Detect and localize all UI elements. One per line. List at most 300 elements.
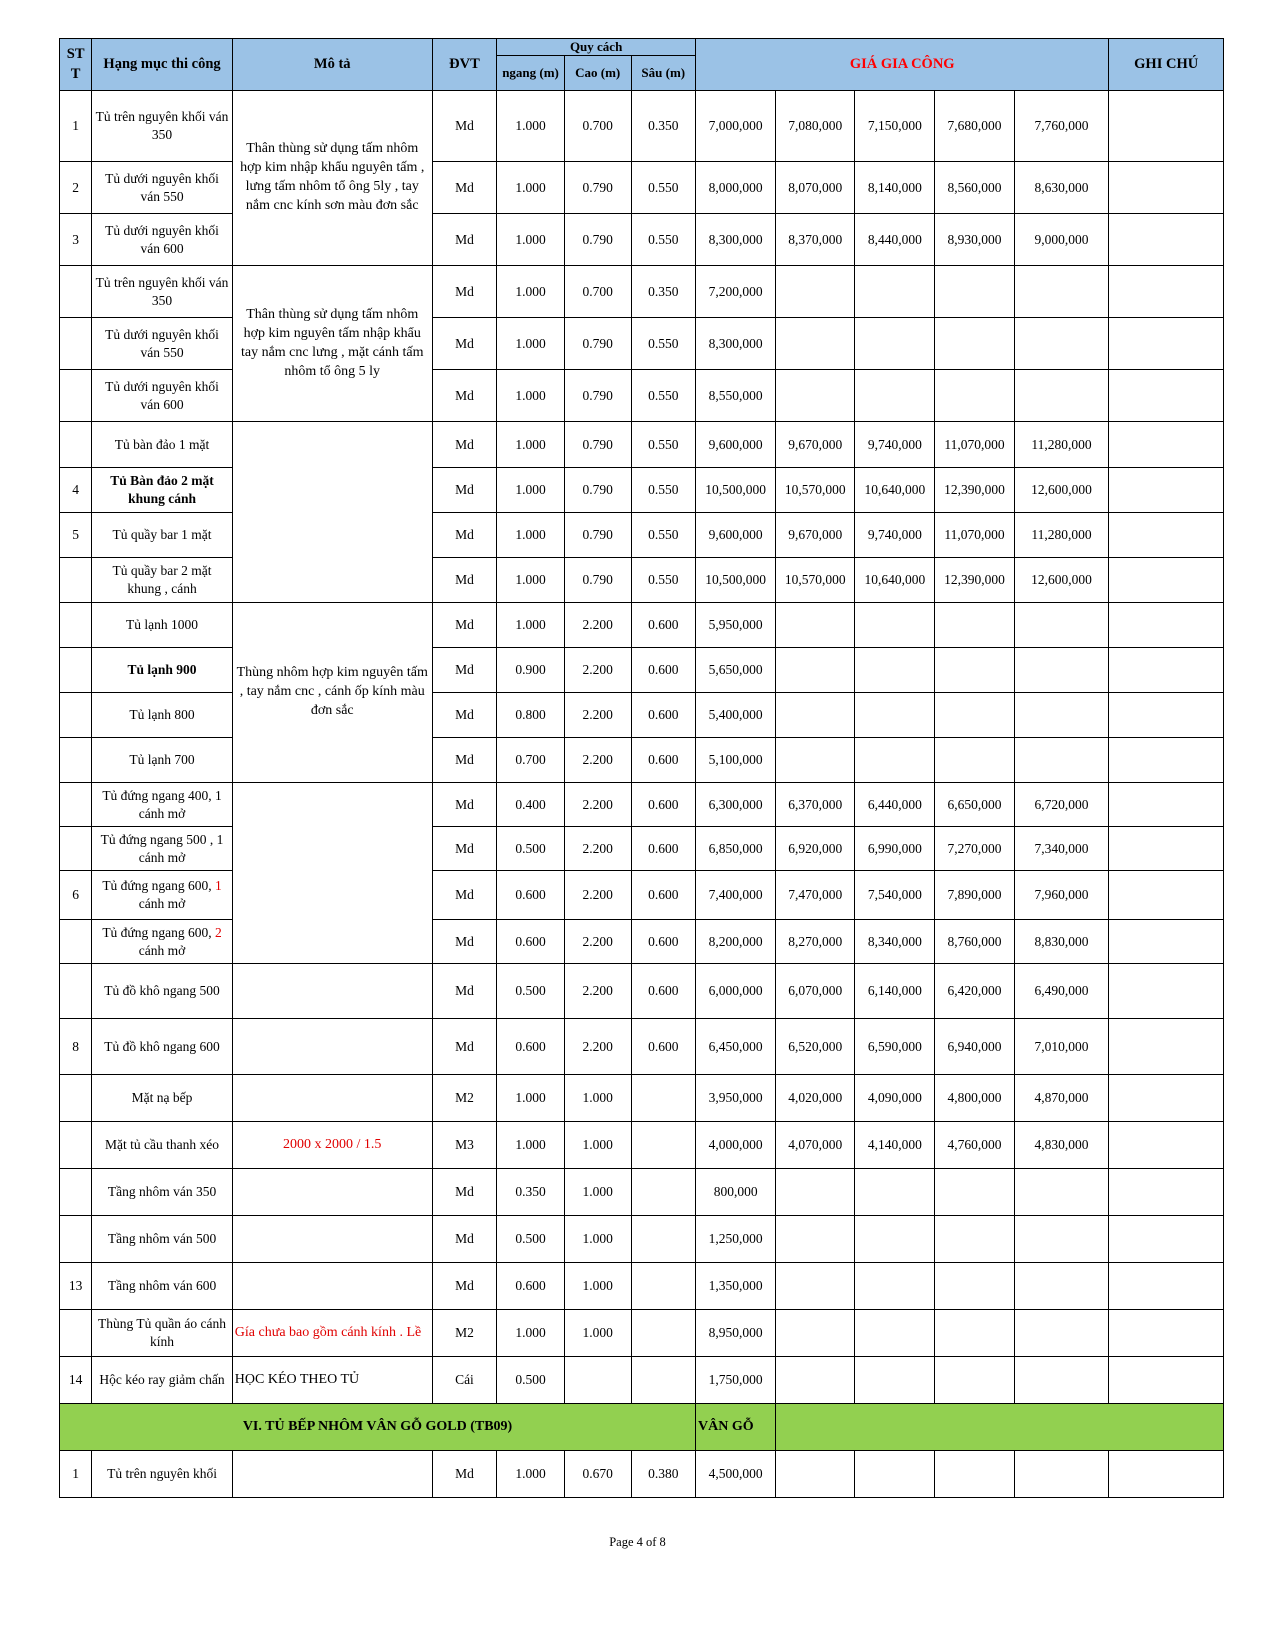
row-item-name: Tủ dưới nguyên khối ván 550 [92, 162, 233, 214]
row-price-1: 8,550,000 [696, 370, 776, 422]
row-item-name: Tủ quầy bar 1 mặt [92, 513, 233, 558]
row-height: 0.670 [564, 1451, 631, 1498]
row-unit: Md [432, 468, 497, 513]
row-price-5 [1014, 693, 1109, 738]
row-price-4 [935, 318, 1014, 370]
header-ghi-chu: GHI CHÚ [1109, 39, 1224, 91]
row-width: 0.500 [497, 1216, 565, 1263]
row-price-3 [855, 266, 935, 318]
row-price-4: 4,800,000 [935, 1075, 1014, 1122]
row-item-name-number: 1 [215, 878, 222, 894]
row-item-name-tail: cánh mở [138, 896, 186, 912]
row-item-name-text: Tủ đứng ngang 600, [102, 924, 212, 940]
row-height: 1.000 [564, 1075, 631, 1122]
row-description [232, 1451, 432, 1498]
row-price-2: 10,570,000 [776, 468, 855, 513]
row-stt [60, 738, 92, 783]
row-unit: M2 [432, 1310, 497, 1357]
row-stt: 2 [60, 162, 92, 214]
row-price-3: 6,140,000 [855, 964, 935, 1019]
row-price-2: 6,070,000 [776, 964, 855, 1019]
row-price-2: 7,080,000 [776, 91, 855, 162]
row-price-1: 9,600,000 [696, 422, 776, 468]
row-price-3: 8,140,000 [855, 162, 935, 214]
row-unit: Md [432, 266, 497, 318]
row-stt [60, 648, 92, 693]
row-price-2 [776, 1451, 855, 1498]
row-price-3 [855, 318, 935, 370]
header-dvt: ĐVT [432, 39, 497, 91]
row-price-4: 4,760,000 [935, 1122, 1014, 1169]
row-price-1: 5,100,000 [696, 738, 776, 783]
row-price-5 [1014, 318, 1109, 370]
table-row [60, 1122, 1224, 1169]
row-note [1109, 964, 1224, 1019]
row-height: 1.000 [564, 1310, 631, 1357]
row-stt [60, 422, 92, 468]
row-stt: 14 [60, 1357, 92, 1404]
row-height: 2.200 [564, 783, 631, 827]
row-item-name: Tủ đồ khô ngang 600 [92, 1019, 233, 1075]
row-price-2 [776, 1216, 855, 1263]
row-height: 2.200 [564, 920, 631, 964]
row-item-name: Tủ trên nguyên khối ván 350 [92, 266, 233, 318]
row-price-1: 7,200,000 [696, 266, 776, 318]
row-width: 1.000 [497, 1310, 565, 1357]
row-price-3 [855, 1310, 935, 1357]
table-row [60, 91, 1224, 162]
row-depth: 0.550 [631, 513, 696, 558]
row-unit: Md [432, 964, 497, 1019]
row-price-4: 8,560,000 [935, 162, 1014, 214]
row-depth: 0.600 [631, 827, 696, 871]
row-price-5 [1014, 266, 1109, 318]
row-note [1109, 783, 1224, 827]
row-item-name: Tủ lạnh 900 [92, 648, 233, 693]
row-unit: Md [432, 648, 497, 693]
row-price-3 [855, 738, 935, 783]
row-price-2: 9,670,000 [776, 513, 855, 558]
row-price-4: 8,930,000 [935, 214, 1014, 266]
row-note [1109, 738, 1224, 783]
row-description [232, 1019, 432, 1075]
row-price-2 [776, 266, 855, 318]
row-price-3 [855, 1216, 935, 1263]
row-price-1: 6,300,000 [696, 783, 776, 827]
row-price-1: 6,850,000 [696, 827, 776, 871]
row-price-1: 6,000,000 [696, 964, 776, 1019]
row-width: 1.000 [497, 468, 565, 513]
row-description [232, 422, 432, 603]
table-row [60, 603, 1224, 648]
row-price-2: 8,070,000 [776, 162, 855, 214]
row-price-5: 8,630,000 [1014, 162, 1109, 214]
row-price-5: 7,960,000 [1014, 871, 1109, 920]
row-height: 2.200 [564, 827, 631, 871]
row-unit: Md [432, 871, 497, 920]
row-price-1: 5,650,000 [696, 648, 776, 693]
row-note [1109, 1263, 1224, 1310]
row-stt [60, 1310, 92, 1357]
price-table [59, 38, 1224, 1498]
row-price-1: 800,000 [696, 1169, 776, 1216]
row-note [1109, 603, 1224, 648]
row-price-1: 8,000,000 [696, 162, 776, 214]
row-width: 0.900 [497, 648, 565, 693]
row-price-4: 6,420,000 [935, 964, 1014, 1019]
row-stt [60, 827, 92, 871]
row-item-name: Tủ dưới nguyên khối ván 550 [92, 318, 233, 370]
row-height: 2.200 [564, 964, 631, 1019]
row-item-name: Tủ trên nguyên khối ván 350 [92, 91, 233, 162]
row-stt: 1 [60, 91, 92, 162]
row-note [1109, 920, 1224, 964]
row-note [1109, 1122, 1224, 1169]
row-item-name-tail: cánh mở [138, 942, 186, 958]
row-description [232, 964, 432, 1019]
row-note [1109, 513, 1224, 558]
row-price-1: 3,950,000 [696, 1075, 776, 1122]
row-item-name: Tầng nhôm ván 500 [92, 1216, 233, 1263]
row-item-name [92, 920, 233, 964]
row-price-5 [1014, 1310, 1109, 1357]
row-price-1: 1,750,000 [696, 1357, 776, 1404]
row-width: 1.000 [497, 422, 565, 468]
row-depth: 0.600 [631, 693, 696, 738]
row-note [1109, 1451, 1224, 1498]
row-description [232, 783, 432, 964]
row-item-name [92, 871, 233, 920]
row-depth [631, 1216, 696, 1263]
row-depth: 0.600 [631, 871, 696, 920]
row-depth: 0.550 [631, 422, 696, 468]
row-price-3 [855, 648, 935, 693]
row-price-4: 6,650,000 [935, 783, 1014, 827]
row-stt: 3 [60, 214, 92, 266]
row-depth [631, 1075, 696, 1122]
row-price-2: 6,370,000 [776, 783, 855, 827]
row-price-2: 7,470,000 [776, 871, 855, 920]
row-item-name: Tầng nhôm ván 600 [92, 1263, 233, 1310]
row-depth: 0.350 [631, 91, 696, 162]
row-description: Thân thùng sử dụng tấm nhôm hợp kim nguyên tấm nhập khẩu tay nắm cnc lưng , mặt cánh tấm nhôm tổ ông 5 ly [232, 266, 432, 422]
row-depth: 0.550 [631, 370, 696, 422]
row-price-5 [1014, 648, 1109, 693]
row-price-5 [1014, 603, 1109, 648]
row-description [232, 1169, 432, 1216]
row-width: 0.700 [497, 738, 565, 783]
row-height: 0.700 [564, 91, 631, 162]
row-description [232, 1216, 432, 1263]
row-price-2 [776, 648, 855, 693]
row-note [1109, 214, 1224, 266]
row-unit: M2 [432, 1075, 497, 1122]
row-width: 0.600 [497, 871, 565, 920]
row-height: 1.000 [564, 1263, 631, 1310]
row-price-3: 7,540,000 [855, 871, 935, 920]
row-width: 1.000 [497, 603, 565, 648]
row-description: 2000 x 2000 / 1.5 [232, 1122, 432, 1169]
row-description: HỌC KÉO THEO TỦ [232, 1357, 432, 1404]
row-price-2 [776, 603, 855, 648]
header-ngang: ngang (m) [497, 56, 565, 91]
row-price-2 [776, 738, 855, 783]
row-price-5: 7,010,000 [1014, 1019, 1109, 1075]
row-price-5: 6,720,000 [1014, 783, 1109, 827]
row-description [232, 1263, 432, 1310]
row-unit: M3 [432, 1122, 497, 1169]
row-height: 1.000 [564, 1169, 631, 1216]
row-depth: 0.550 [631, 468, 696, 513]
row-width: 0.500 [497, 964, 565, 1019]
row-price-2: 4,070,000 [776, 1122, 855, 1169]
row-price-5 [1014, 370, 1109, 422]
row-price-1: 8,300,000 [696, 214, 776, 266]
row-price-5: 12,600,000 [1014, 468, 1109, 513]
row-note [1109, 558, 1224, 603]
row-width: 0.800 [497, 693, 565, 738]
row-price-1: 8,950,000 [696, 1310, 776, 1357]
row-stt [60, 783, 92, 827]
row-depth: 0.550 [631, 214, 696, 266]
row-price-3 [855, 1451, 935, 1498]
row-stt [60, 318, 92, 370]
row-unit: Md [432, 1451, 497, 1498]
row-unit: Md [432, 783, 497, 827]
row-note [1109, 1019, 1224, 1075]
row-item-name-text: Tủ đứng ngang 600, [102, 878, 212, 894]
section-label: VÂN GỖ [696, 1404, 776, 1451]
row-price-2: 8,370,000 [776, 214, 855, 266]
row-stt [60, 1075, 92, 1122]
row-note [1109, 162, 1224, 214]
row-price-4 [935, 738, 1014, 783]
row-price-1: 7,000,000 [696, 91, 776, 162]
row-stt: 1 [60, 1451, 92, 1498]
row-note [1109, 693, 1224, 738]
row-height: 0.790 [564, 468, 631, 513]
row-price-5 [1014, 1216, 1109, 1263]
row-price-3: 9,740,000 [855, 422, 935, 468]
row-height: 0.790 [564, 558, 631, 603]
row-note [1109, 827, 1224, 871]
row-price-2: 10,570,000 [776, 558, 855, 603]
table-row [60, 783, 1224, 827]
table-row [60, 1169, 1224, 1216]
row-price-4: 6,940,000 [935, 1019, 1014, 1075]
table-row [60, 1019, 1224, 1075]
row-price-4 [935, 266, 1014, 318]
row-unit: Md [432, 1019, 497, 1075]
row-unit: Md [432, 91, 497, 162]
row-price-1: 5,400,000 [696, 693, 776, 738]
row-height: 2.200 [564, 871, 631, 920]
row-height: 0.790 [564, 214, 631, 266]
row-depth: 0.550 [631, 558, 696, 603]
row-description: Gía chưa bao gồm cánh kính . Lề [232, 1310, 432, 1357]
row-unit: Md [432, 1216, 497, 1263]
row-description: Thùng nhôm hợp kim nguyên tấm , tay nắm cnc , cánh ốp kính màu đơn sắc [232, 603, 432, 783]
row-unit: Md [432, 422, 497, 468]
row-stt: 4 [60, 468, 92, 513]
row-stt [60, 370, 92, 422]
row-price-4 [935, 370, 1014, 422]
row-note [1109, 1169, 1224, 1216]
row-unit: Md [432, 558, 497, 603]
row-stt: 13 [60, 1263, 92, 1310]
row-depth: 0.600 [631, 964, 696, 1019]
row-price-1: 4,500,000 [696, 1451, 776, 1498]
row-stt [60, 1122, 92, 1169]
header-stt: ST T [60, 39, 92, 91]
row-price-2 [776, 693, 855, 738]
row-price-5 [1014, 1451, 1109, 1498]
row-price-1: 6,450,000 [696, 1019, 776, 1075]
row-price-3 [855, 1169, 935, 1216]
row-height: 0.790 [564, 513, 631, 558]
row-price-5: 7,340,000 [1014, 827, 1109, 871]
table-row [60, 1357, 1224, 1404]
row-width: 0.400 [497, 783, 565, 827]
row-price-1: 1,350,000 [696, 1263, 776, 1310]
header-cao: Cao (m) [564, 56, 631, 91]
row-width: 0.600 [497, 1019, 565, 1075]
row-item-name: Tủ lạnh 700 [92, 738, 233, 783]
row-stt [60, 1216, 92, 1263]
row-depth: 0.600 [631, 1019, 696, 1075]
row-price-3: 10,640,000 [855, 468, 935, 513]
row-price-5: 7,760,000 [1014, 91, 1109, 162]
row-height: 1.000 [564, 1216, 631, 1263]
row-note [1109, 1310, 1224, 1357]
row-width: 1.000 [497, 1122, 565, 1169]
row-depth: 0.350 [631, 266, 696, 318]
row-unit: Md [432, 738, 497, 783]
row-price-3 [855, 1357, 935, 1404]
row-unit: Md [432, 370, 497, 422]
row-description: Thân thùng sử dụng tấm nhôm hợp kim nhập khẩu nguyên tấm , lưng tấm nhôm tổ ông 5ly , tay nắm cnc kính sơn màu đơn sắc [232, 91, 432, 266]
row-stt [60, 266, 92, 318]
row-note [1109, 91, 1224, 162]
section-fill [776, 1404, 1224, 1451]
row-price-4 [935, 648, 1014, 693]
row-depth [631, 1263, 696, 1310]
row-unit: Md [432, 827, 497, 871]
row-price-1: 8,200,000 [696, 920, 776, 964]
row-price-4 [935, 603, 1014, 648]
table-row [60, 1075, 1224, 1122]
row-price-3: 6,590,000 [855, 1019, 935, 1075]
row-price-3: 7,150,000 [855, 91, 935, 162]
section-title: VI. TỦ BẾP NHÔM VÂN GỖ GOLD (TB09) [60, 1404, 696, 1451]
table-row [60, 1216, 1224, 1263]
row-price-4: 11,070,000 [935, 422, 1014, 468]
row-note [1109, 1075, 1224, 1122]
row-item-name: Tủ Bàn đảo 2 mặt khung cánh [92, 468, 233, 513]
row-width: 1.000 [497, 266, 565, 318]
row-item-name: Hộc kéo ray giảm chấn [92, 1357, 233, 1404]
row-depth: 0.550 [631, 162, 696, 214]
row-note [1109, 871, 1224, 920]
row-width: 1.000 [497, 558, 565, 603]
row-stt [60, 964, 92, 1019]
row-depth [631, 1310, 696, 1357]
row-price-5 [1014, 1357, 1109, 1404]
row-price-2 [776, 1310, 855, 1357]
row-height [564, 1357, 631, 1404]
row-unit: Md [432, 318, 497, 370]
row-price-1: 10,500,000 [696, 468, 776, 513]
row-stt: 8 [60, 1019, 92, 1075]
row-price-4 [935, 1357, 1014, 1404]
row-height: 2.200 [564, 1019, 631, 1075]
row-price-1: 7,400,000 [696, 871, 776, 920]
row-price-5: 6,490,000 [1014, 964, 1109, 1019]
table-row [60, 1451, 1224, 1498]
table-body [60, 91, 1224, 1498]
row-note [1109, 318, 1224, 370]
row-height: 0.790 [564, 318, 631, 370]
page-number: Page 4 of 8 [609, 1535, 666, 1549]
row-width: 1.000 [497, 214, 565, 266]
row-price-5: 12,600,000 [1014, 558, 1109, 603]
row-note [1109, 648, 1224, 693]
row-depth: 0.600 [631, 783, 696, 827]
row-price-3: 4,090,000 [855, 1075, 935, 1122]
row-price-5: 4,830,000 [1014, 1122, 1109, 1169]
section-row [60, 1404, 1224, 1451]
row-description [232, 1075, 432, 1122]
row-unit: Md [432, 693, 497, 738]
table-row [60, 964, 1224, 1019]
header-quy-cach: Quy cách [497, 39, 696, 56]
row-price-4 [935, 1263, 1014, 1310]
row-price-4: 12,390,000 [935, 558, 1014, 603]
row-price-5: 11,280,000 [1014, 422, 1109, 468]
row-item-name: Mặt nạ bếp [92, 1075, 233, 1122]
row-price-1: 5,950,000 [696, 603, 776, 648]
row-width: 1.000 [497, 318, 565, 370]
row-price-2 [776, 370, 855, 422]
row-price-4: 7,270,000 [935, 827, 1014, 871]
row-unit: Md [432, 920, 497, 964]
row-item-name: Tủ dưới nguyên khối ván 600 [92, 214, 233, 266]
row-depth: 0.600 [631, 648, 696, 693]
row-note [1109, 370, 1224, 422]
row-price-2 [776, 1263, 855, 1310]
row-price-4 [935, 1310, 1014, 1357]
row-note [1109, 266, 1224, 318]
row-price-3: 9,740,000 [855, 513, 935, 558]
row-depth: 0.600 [631, 603, 696, 648]
row-unit: Cái [432, 1357, 497, 1404]
row-price-3: 8,340,000 [855, 920, 935, 964]
row-price-2: 8,270,000 [776, 920, 855, 964]
row-note [1109, 422, 1224, 468]
row-price-1: 1,250,000 [696, 1216, 776, 1263]
row-item-name: Tủ lạnh 1000 [92, 603, 233, 648]
row-width: 1.000 [497, 1451, 565, 1498]
row-width: 1.000 [497, 91, 565, 162]
row-price-4: 8,760,000 [935, 920, 1014, 964]
row-height: 2.200 [564, 693, 631, 738]
row-stt [60, 558, 92, 603]
row-price-3 [855, 1263, 935, 1310]
row-price-2: 9,670,000 [776, 422, 855, 468]
row-width: 1.000 [497, 162, 565, 214]
row-price-2: 6,920,000 [776, 827, 855, 871]
row-depth [631, 1169, 696, 1216]
